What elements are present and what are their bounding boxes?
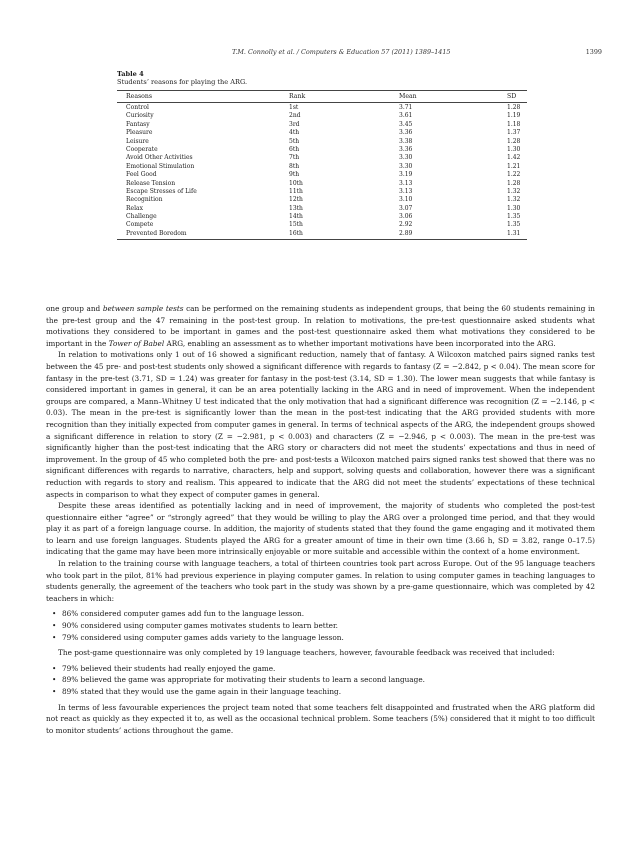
cell-reason: Challenge	[126, 213, 157, 221]
cell-mean: 3.13	[399, 187, 413, 195]
cell-sd: 1.35	[507, 221, 521, 229]
cell-mean: 3.36	[399, 129, 413, 137]
cell-reason: Control	[126, 104, 149, 111]
cell-mean: 3.19	[399, 171, 413, 179]
bullet-icon: •	[52, 675, 57, 685]
table-row	[117, 121, 527, 129]
bullet-icon: •	[52, 609, 57, 619]
cell-reason: Release Tension	[126, 179, 176, 187]
cell-sd: 1.32	[507, 196, 521, 204]
cell-rank: 4th	[289, 129, 300, 137]
cell-reason: Emotional Stimulation	[126, 162, 195, 170]
paragraph-6: In terms of less favourable experiences the project team noted that some teachers felt disappointed and frustrated when the ARG platform did not react as quickly as they expected it to, as well as the occasional technical problem. Some teachers (5%) considered that it might to too difficult to monitor students’ actions throughout the game.	[46, 702, 595, 735]
cell-sd: 1.28	[507, 179, 521, 187]
cell-sd: 1.22	[507, 171, 521, 179]
cell-rank: 10th	[289, 179, 303, 187]
table-row	[117, 213, 527, 221]
table-row	[117, 221, 527, 229]
table-row	[117, 104, 527, 112]
cell-reason: Feel Good	[126, 171, 157, 179]
table-row	[117, 112, 527, 120]
cell-reason: Cooperate	[126, 145, 158, 153]
bullet-list-post-game	[46, 663, 595, 698]
table-4	[117, 70, 535, 240]
table-row	[117, 196, 527, 204]
paragraph-2: In relation to motivations only 1 out of 16 showed a significant reduction, namely that of fantasy. A Wilcoxon matched pairs signed ranks test between the 45 pre- and post-test students only showed a significant difference with regards to fantasy (Z = −2.842, p < 0.04). The mean score for fantasy in the pre-test (3.71, SD = 1.24) was greater for fantasy in the post-test (3.14, SD = 1.30). The lower mean suggests that while fantasy is considered important in games in general, it can be an area potentially lacking in the ARG and in need of improvement. When the independent groups are compared, a Mann–Whitney U test indicated that the only motivation that had a significant difference was recognition (Z = −2.146, p < 0.03). The mean in the pre-test is significantly lower than the mean in the post-test indicating that the ARG provided students with more recognition than they initially expected from computer games in general. In terms of technical aspects of the ARG, the independent groups showed a significant difference in relation to story (Z = −2.981, p < 0.003) and characters (Z = −2.946, p < 0.003). The mean in the pre-test was significantly higher than the post-test indicating that the ARG story or characters did not meet the students’ expectations and thus in need of improvement. In the group of 45 who completed both the pre- and post-tests a Wilcoxon matched pairs signed ranks test showed that there was no significant differences with regards to narrative, characters, help and support, solving quests and collaboration, however there was a significant reduction with regards to story and realism. This appeared to indicate that the ARG did not meet the students’ expectations of these technical aspects in comparison to what they expect of computer games in general.	[46, 350, 595, 499]
cell-sd: 1.19	[507, 112, 521, 120]
column-header-mean: Mean	[399, 93, 417, 100]
paragraph-1	[46, 303, 595, 349]
table-row	[117, 188, 527, 196]
column-header-rank: Rank	[289, 93, 306, 100]
table-row	[117, 171, 527, 179]
paragraph-1-text-c: ARG, enabling an assessment as to whether important motivations have been incorporated into the ARG.	[164, 338, 556, 348]
list-item	[46, 620, 595, 632]
cell-mean: 3.61	[399, 112, 413, 120]
cell-mean: 3.07	[399, 204, 413, 212]
cell-mean: 3.30	[399, 154, 413, 162]
bullet-list-pre-game	[46, 608, 595, 643]
cell-sd: 1.31	[507, 229, 521, 237]
table-body	[117, 103, 527, 240]
cell-reason: Escape Stresses of Life	[126, 187, 197, 195]
list-item	[46, 663, 595, 675]
table-row	[117, 154, 527, 162]
column-header-reasons: Reasons	[126, 93, 153, 100]
running-header	[0, 48, 638, 60]
cell-rank: 2nd	[289, 112, 301, 120]
table-row	[117, 146, 527, 154]
cell-sd: 1.30	[507, 204, 521, 212]
cell-sd: 1.28	[507, 137, 521, 145]
cell-rank: 13th	[289, 204, 303, 212]
cell-rank: 5th	[289, 137, 300, 145]
paragraph-1-text-a: one group and	[46, 304, 103, 313]
page-number: 1399	[585, 48, 602, 56]
emphasis-between-sample-tests: between sample tests	[102, 304, 184, 313]
cell-reason: Avoid Other Activities	[126, 154, 193, 162]
cell-rank: 3rd	[289, 120, 300, 128]
cell-rank: 15th	[289, 221, 303, 229]
table-row	[117, 163, 527, 171]
cell-sd: 1.35	[507, 213, 521, 221]
cell-rank: 11th	[289, 187, 303, 195]
list-item	[46, 674, 595, 686]
list-item	[46, 686, 595, 698]
cell-mean: 2.92	[399, 221, 413, 229]
table-row	[117, 129, 527, 137]
cell-reason: Fantasy	[126, 120, 150, 128]
cell-reason: Curiosity	[126, 112, 154, 120]
cell-mean: 3.71	[399, 104, 413, 111]
cell-mean: 3.13	[399, 179, 413, 187]
cell-sd: 1.18	[507, 120, 521, 128]
table-frame	[117, 90, 527, 240]
cell-rank: 1st	[289, 104, 299, 111]
cell-mean: 3.10	[399, 196, 413, 204]
list-item-text: 89% stated that they would use the game again in their language teaching.	[62, 687, 342, 696]
list-item-text: 79% believed their students had really enjoyed the game.	[62, 663, 276, 673]
cell-mean: 2.89	[399, 229, 413, 237]
cell-rank: 8th	[289, 162, 300, 170]
cell-sd: 1.28	[507, 104, 521, 111]
cell-mean: 3.06	[399, 213, 413, 221]
column-header-sd: SD	[507, 93, 517, 100]
cell-reason: Compete	[126, 221, 154, 229]
cell-reason: Leisure	[126, 137, 149, 145]
table-header-row	[117, 91, 527, 103]
bullet-icon: •	[52, 687, 57, 696]
cell-sd: 1.32	[507, 187, 521, 195]
cell-reason: Prevented Boredom	[126, 229, 187, 237]
cell-rank: 6th	[289, 145, 300, 153]
emphasis-tower-of-babel: Tower of Babel	[108, 338, 165, 348]
cell-reason: Recognition	[126, 196, 163, 204]
cell-sd: 1.37	[507, 129, 521, 137]
bullet-icon: •	[52, 632, 57, 642]
cell-sd: 1.21	[507, 162, 521, 170]
cell-sd: 1.42	[507, 154, 521, 162]
paragraph-5: The post-game questionnaire was only completed by 19 language teachers, however, favourable feedback was received that included:	[58, 648, 555, 658]
cell-mean: 3.45	[399, 120, 413, 128]
cell-mean: 3.38	[399, 137, 413, 145]
running-head: T.M. Connolly et al. / Computers & Education 57 (2011) 1389–1415	[232, 48, 451, 56]
table-row	[117, 138, 527, 146]
cell-reason: Relax	[126, 204, 143, 212]
cell-rank: 9th	[289, 171, 300, 179]
cell-sd: 1.30	[507, 145, 521, 153]
list-item	[46, 632, 595, 644]
table-row	[117, 205, 527, 213]
cell-rank: 12th	[289, 196, 303, 204]
paragraph-4: In relation to the training course with language teachers, a total of thirteen countries took part across Europe. Out of the 95 language teachers who took part in the pilot, 81% had previous experience in playing computer games. In relation to using computer games in teaching languages to students generally, the agreement of the teachers who took part in the study was shown by a pre-game questionnaire, which was completed by 42 teachers in which:	[46, 559, 595, 603]
cell-rank: 14th	[289, 213, 303, 221]
bullet-icon: •	[52, 621, 57, 631]
table-row	[117, 230, 527, 238]
cell-rank: 7th	[289, 154, 300, 162]
table-label: Table 4	[117, 70, 144, 78]
table-caption: Students’ reasons for playing the ARG.	[117, 78, 248, 86]
cell-mean: 3.36	[399, 145, 413, 153]
paragraph-3: Despite these areas identified as potentially lacking and in need of improvement, the majority of students who completed the post-test questionnaire either “agree” or “strongly agreed” that they would be willing to play the ARG over a prolonged time period, and that they would play it as part of a foreign language course. In addition, the majority of students stated that they found the game engaging and it motivated them to learn and use foreign languages. Students played the ARG for a greater amount of time in their own time (3.66 h, SD = 3.82, range 0–17.5) indicating that the game may have been more intrinsically enjoyable or more suitable and accessible within the context of a home environment.	[46, 501, 595, 557]
cell-reason: Pleasure	[126, 129, 153, 137]
bullet-icon: •	[52, 663, 57, 673]
list-item-text: 86% considered computer games add fun to the language lesson.	[62, 609, 305, 619]
list-item-text: 89% believed the game was appropriate for motivating their students to learn a second language.	[62, 675, 425, 685]
list-item	[46, 608, 595, 620]
table-row	[117, 180, 527, 188]
cell-mean: 3.30	[399, 162, 413, 170]
paragraph-1-text-b: can be performed on the remaining students as independent groups, that being the 60 students remaining in the pre-test group and the 47 remaining in the post-test group. In relation to motivations, the pre-test questionnaire asked students what motivations they considered to be important in games and the post-test questionnaire asked them what motivations they considered to be important in the	[46, 304, 595, 348]
list-item-text: 79% considered using computer games adds variety to the language lesson.	[62, 632, 344, 642]
article-body	[46, 303, 595, 736]
cell-rank: 16th	[289, 229, 303, 237]
list-item-text: 90% considered using computer games motivates students to learn better.	[62, 621, 338, 631]
